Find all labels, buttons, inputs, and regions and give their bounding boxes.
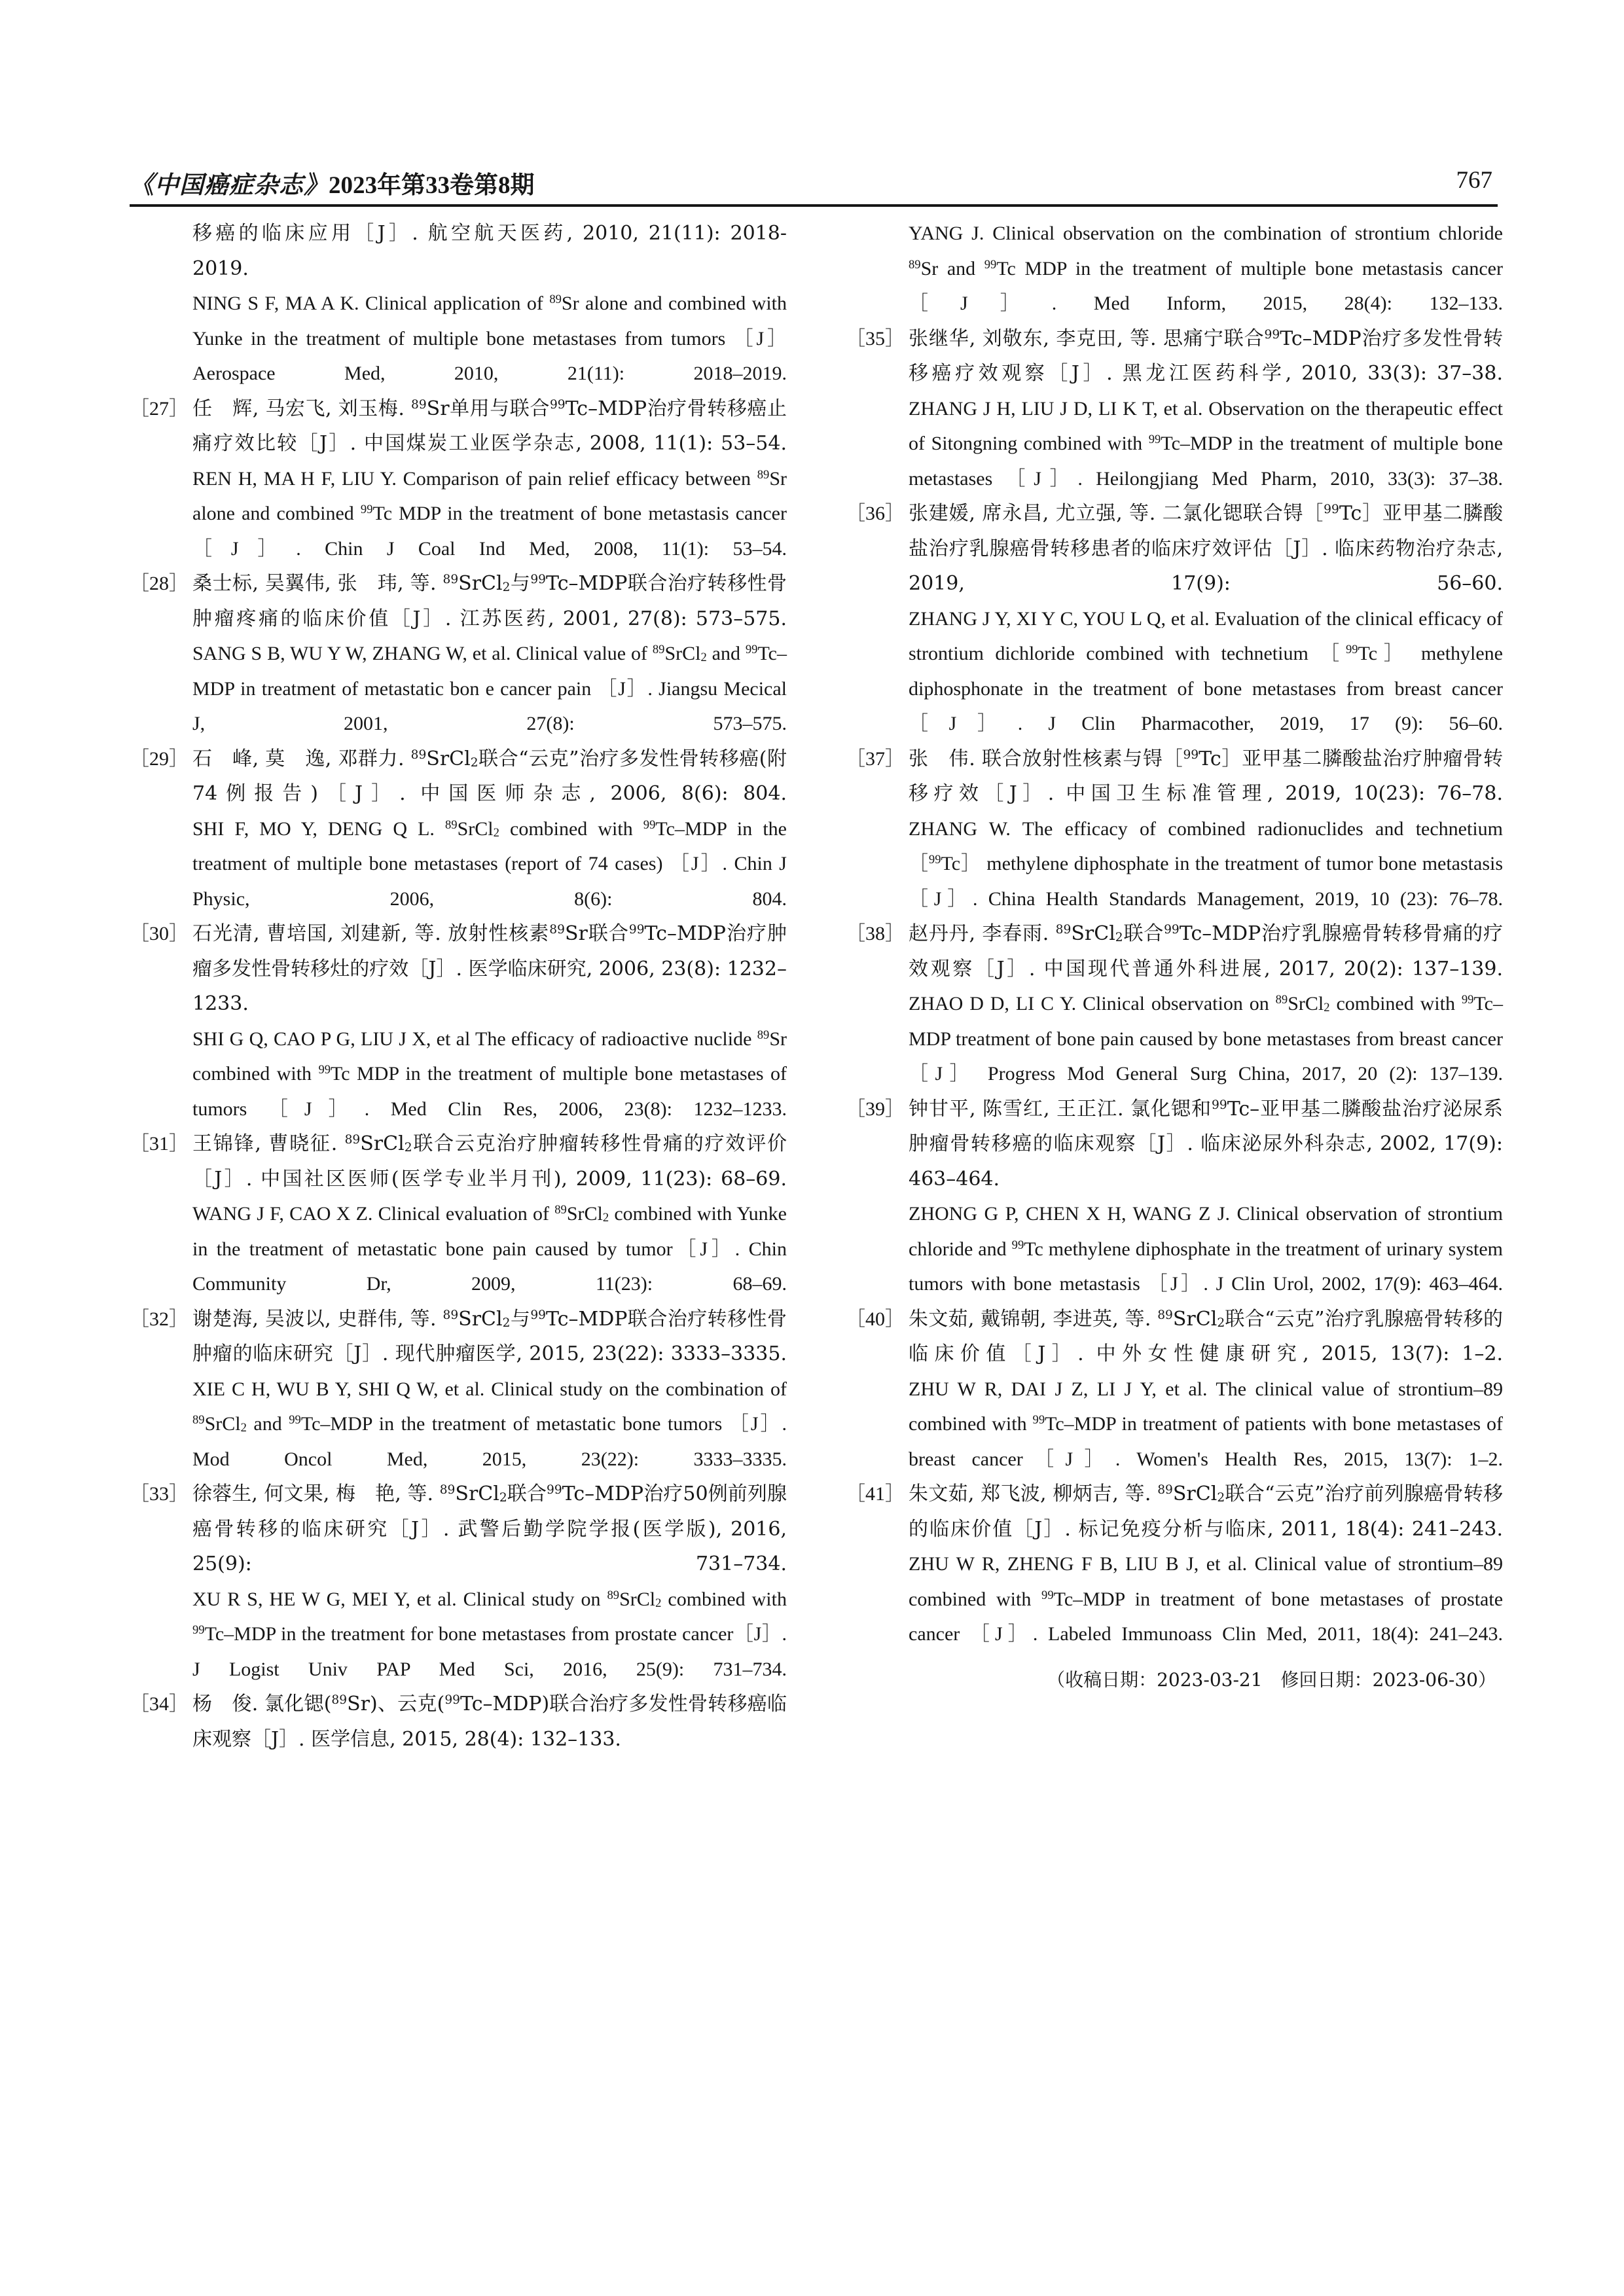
page-number: 767 [1456,167,1492,194]
reference-number: ［30］ [130,923,189,944]
reference-text-en: ZHU W R, DAI J Z, LI J Y, et al. The clinical value of strontium–89 combined with $^{99}$Tc–MDP in treatment of patients with bone metastases of breast cancer［J］. Women's Health Res, 2015, 13(7): 1–2. [909,1378,1503,1470]
reference-text-zh: 谢楚海, 吴波以, 史群伟, 等. $^{89}$SrCl$_2$与$^{99}$Tc–MDP联合治疗转移性骨肿瘤的临床研究［J］. 现代肿瘤医学, 2015, 23(22): 3333–3335. [192,1307,787,1365]
reference-text-en: ZHAO D D, LI C Y. Clinical observation on $^{89}$SrCl$_2$ combined with $^{99}$Tc–MDP treatment of bone pain caused by bone metastases from breast cancer ［J］ Progress Mod General Surg China, 2017, 20 (2): 137–139. [909,992,1503,1085]
reference-text-zh: 朱文茹, 郑飞波, 柳炳吉, 等. $^{89}$SrCl$_2$联合“云克”治疗前列腺癌骨转移的临床价值［J］. 标记免疫分析与临床, 2011, 18(4): 241–243. [909,1482,1503,1541]
reference-body [909,742,1503,917]
reference-body [909,1092,1503,1302]
reference-text-en: WANG J F, CAO X Z. Clinical evaluation of $^{89}$SrCl$_2$ combined with Yunke in the treatment of metastatic bone pain caused by tumor［J］. Chin Community Dr, 2009, 11(23): 68–69. [192,1202,787,1295]
reference-text-zh: 杨 俊. 氯化锶($^{89}$Sr)、云克($^{99}$Tc–MDP)联合治疗多发性骨转移癌临床观察［J］. 医学信息, 2015, 28(4): 132–133. [192,1693,787,1751]
reference-text-en: YANG J. Clinical observation on the combination of strontium chloride $^{89}$Sr and $^{99}$Tc MDP in the treatment of multiple bone metastasis cancer ［J］. Med Inform, 2015, 28(4): 132–133. [909,223,1503,314]
reference-body [909,1302,1503,1477]
reference-number: ［35］ [846,327,905,350]
reference-entry-34 [130,1687,787,1757]
journal-title: 《中国癌症杂志》 [130,170,329,199]
reference-body [192,391,787,567]
reference-text-en: XU R S, HE W G, MEI Y, et al. Clinical study on $^{89}$SrCl$_2$ combined with $^{99}$Tc–MDP in the treatment for bone metastases from prostate cancer［J］. J Logist Univ PAP Med Sci, 2016, 25(9): 731–734. [192,1588,787,1680]
reference-text-zh: 赵丹丹, 李春雨. $^{89}$SrCl$_2$联合$^{99}$Tc–MDP治疗乳腺癌骨转移骨痛的疗效观察［J］. 中国现代普通外科进展, 2017, 20(2): 137–139. [909,922,1503,980]
reference-body [192,1126,787,1302]
reference-entry-41 [846,1477,1503,1652]
reference-body [192,1687,787,1757]
reference-text-zh: 徐蓉生, 何文果, 梅 艳, 等. $^{89}$SrCl$_2$联合$^{99}$Tc–MDP治疗50例前列腺癌骨转移的临床研究［J］. 武警后勤学院学报(医学版), 2016, 25(9): 731–734. [192,1482,787,1575]
reference-entry-40 [846,1302,1503,1477]
reference-body [192,1477,787,1687]
reference-entry-31 [130,1126,787,1302]
reference-entry-32 [130,1302,787,1477]
reference-number: ［33］ [130,1483,189,1505]
reference-text-en: SHI G Q, CAO P G, LIU J X, et al The efficacy of radioactive nuclide $^{89}$Sr combined with $^{99}$Tc MDP in the treatment of multiple bone metastases of tumors ［J］. Med Clin Res, 2006, 23(8): 1232–1233. [192,1028,787,1120]
reference-text-zh: 朱文茹, 戴锦朝, 李进英, 等. $^{89}$SrCl$_2$联合“云克”治疗乳腺癌骨转移的临床价值［J］. 中外女性健康研究, 2015, 13(7): 1–2. [909,1307,1503,1365]
running-head [130,165,1498,206]
reference-columns [130,216,1503,1757]
reference-entry-39 [846,1092,1503,1302]
reference-text-zh: 王锦锋, 曹晓征. $^{89}$SrCl$_2$联合云克治疗肿瘤转移性骨痛的疗效评价［J］. 中国社区医师(医学专业半月刊), 2009, 11(23): 68–69. [192,1132,787,1191]
reference-text-zh: 石光清, 曹培国, 刘建新, 等. 放射性核素$^{89}$Sr联合$^{99}$Tc–MDP治疗肿瘤多发性骨转移灶的疗效［J］. 医学临床研究, 2006, 23(8): 1232–1233. [192,922,787,1015]
reference-body [192,1302,787,1477]
reference-text-zh: 桑士标, 吴翼伟, 张 玮, 等. $^{89}$SrCl$_2$与$^{99}$Tc–MDP联合治疗转移性骨肿瘤疼痛的临床价值［J］. 江苏医药, 2001, 27(8): 573–575. [192,572,787,630]
reference-text-en: XIE C H, WU B Y, SHI Q W, et al. Clinical study on the combination of $^{89}$SrCl$_2$ and $^{99}$Tc–MDP in the treatment of metastatic bone tumors ［J］. Mod Oncol Med, 2015, 23(22): 3333–3335. [192,1378,787,1470]
reference-text-en: NING S F, MA A K. Clinical application of $^{89}$Sr alone and combined with Yunke in the treatment of multiple bone metastases from tumors ［J］ Aerospace Med, 2010, 21(11): 2018–2019. [192,292,787,384]
reference-number: ［28］ [130,573,189,594]
reference-body [192,566,787,742]
reference-text-zh: 移癌的临床应用［J］. 航空航天医药, 2010, 21(11): 2018- 2019. [192,222,787,280]
reference-entry-27 [130,391,787,567]
reference-entry-37 [846,742,1503,917]
reference-text-en: ZHONG G P, CHEN X H, WANG Z J. Clinical observation of strontium chloride and $^{99}$Tc methylene diphosphate in the treatment of urinary system tumors with bone metastasis ［J］. J Clin Urol, 2002, 17(9): 463–464. [909,1203,1503,1295]
reference-number: ［31］ [130,1133,189,1155]
reference-text-zh: 张建媛, 席永昌, 尤立强, 等. 二氯化锶联合锝［$^{99}$Tc］亚甲基二膦酸盐治疗乳腺癌骨转移患者的临床疗效评估［J］. 临床药物治疗杂志, 2019, 17(9): 56–60. [909,502,1503,595]
reference-number: ［34］ [130,1693,189,1715]
reference-body [909,496,1503,742]
reference-body [192,916,787,1126]
running-head-title [130,165,535,200]
reference-entry-35 [846,321,1503,497]
reference-number: ［40］ [846,1308,905,1330]
reference-text-en: SANG S B, WU Y W, ZHANG W, et al. Clinical value of $^{89}$SrCl$_2$ and $^{99}$Tc–MDP in treatment of metastatic bon e cancer pain ［J］. Jiangsu Mecical J, 2001, 27(8): 573–575. [192,642,787,734]
header-divider [130,204,1498,207]
continued-reference-left [192,216,787,391]
reference-body [909,1477,1503,1652]
reference-body [909,321,1503,497]
left-column [130,216,787,1757]
reference-entry-33 [130,1477,787,1687]
reference-text-zh: 石 峰, 莫 逸, 邓群力. $^{89}$SrCl$_2$联合“云克”治疗多发性骨转移癌(附74例报告)［J］. 中国医师杂志, 2006, 8(6): 804. [192,747,787,805]
right-column [846,216,1503,1757]
reference-entry-28 [130,566,787,742]
reference-text-en: ZHANG J H, LIU J D, LI K T, et al. Observation on the therapeutic effect of Sitongning combined with $^{99}$Tc–MDP in the treatment of multiple bone metastases ［J］. Heilongjiang Med Pharm, 2010, 33(3): 37–38. [909,397,1503,490]
reference-text-zh: 任 辉, 马宏飞, 刘玉梅. $^{89}$Sr单用与联合$^{99}$Tc–MDP治疗骨转移癌止痛疗效比较［J］. 中国煤炭工业医学杂志, 2008, 11(1): 53–54. [192,397,787,455]
reference-number: ［36］ [846,503,905,524]
reference-number: ［39］ [846,1098,905,1120]
reference-body [192,742,787,917]
reference-number: ［37］ [846,747,905,770]
continued-reference-right [909,216,1503,321]
reference-body [909,916,1503,1092]
issue-label: 2023年第33卷第8期 [329,172,535,199]
reference-entry-38 [846,916,1503,1092]
reference-text-zh: 钟甘平, 陈雪红, 王正江. 氯化锶和$^{99}$Tc–亚甲基二膦酸盐治疗泌尿系肿瘤骨转移癌的临床观察［J］. 临床泌尿外科杂志, 2002, 17(9): 463–464. [909,1097,1504,1191]
reference-text-en: REN H, MA H F, LIU Y. Comparison of pain relief efficacy between $^{89}$Sr alone and combined $^{99}$Tc MDP in the treatment of bone metastasis cancer ［J］. Chin J Coal Ind Med, 2008, 11(1): 53–54. [192,467,787,560]
reference-text-en: ZHANG J Y, XI Y C, YOU L Q, et al. Evaluation of the clinical efficacy of strontium dichloride combined with technetium ［$^{99}$Tc］ methylene diphosphonate in the treatment of bone metastases from breast cancer ［J］. J Clin Pharmacother, 2019, 17 (9): 56–60. [909,607,1503,734]
reference-number: ［29］ [130,747,189,770]
reference-text-en: SHI F, MO Y, DENG Q L. $^{89}$SrCl$_2$ combined with $^{99}$Tc–MDP in the treatment of multiple bone metastases (report of 74 cases) ［J］. Chin J Physic, 2006, 8(6): 804. [192,817,787,910]
reference-number: ［32］ [130,1308,189,1330]
reference-entry-30 [130,916,787,1126]
reference-text-zh: 张继华, 刘敬东, 李克田, 等. 思痛宁联合$^{99}$Tc–MDP治疗多发性骨转移癌疗效观察［J］. 黑龙江医药科学, 2010, 33(3): 37–38. [909,327,1503,385]
reference-number: ［27］ [130,397,189,420]
reference-text-en: ZHANG W. The efficacy of combined radionuclides and technetium ［$^{99}$Tc］ methylene diphosphate in the treatment of tumor bone metastasis ［J］. China Health Standards Management, 2019, 10 (23): 76–78. [909,817,1504,910]
reference-entry-36 [846,496,1503,742]
reference-entry-29 [130,742,787,917]
reference-text-zh: 张 伟. 联合放射性核素与锝［$^{99}$Tc］亚甲基二膦酸盐治疗肿瘤骨转移疗效［J］. 中国卫生标准管理, 2019, 10(23): 76–78. [909,747,1504,805]
reference-number: ［38］ [846,923,905,944]
submission-dates: （收稿日期：2023-03-21 修回日期：2023-06-30） [1047,1668,1496,1691]
reference-number: ［41］ [846,1483,905,1505]
reference-text-en: ZHU W R, ZHENG F B, LIU B J, et al. Clinical value of strontium–89 combined with $^{99}$Tc–MDP in treatment of bone metastases of prostate cancer ［J］. Labeled Immunoass Clin Med, 2011, 18(4): 241–243. [909,1553,1504,1645]
